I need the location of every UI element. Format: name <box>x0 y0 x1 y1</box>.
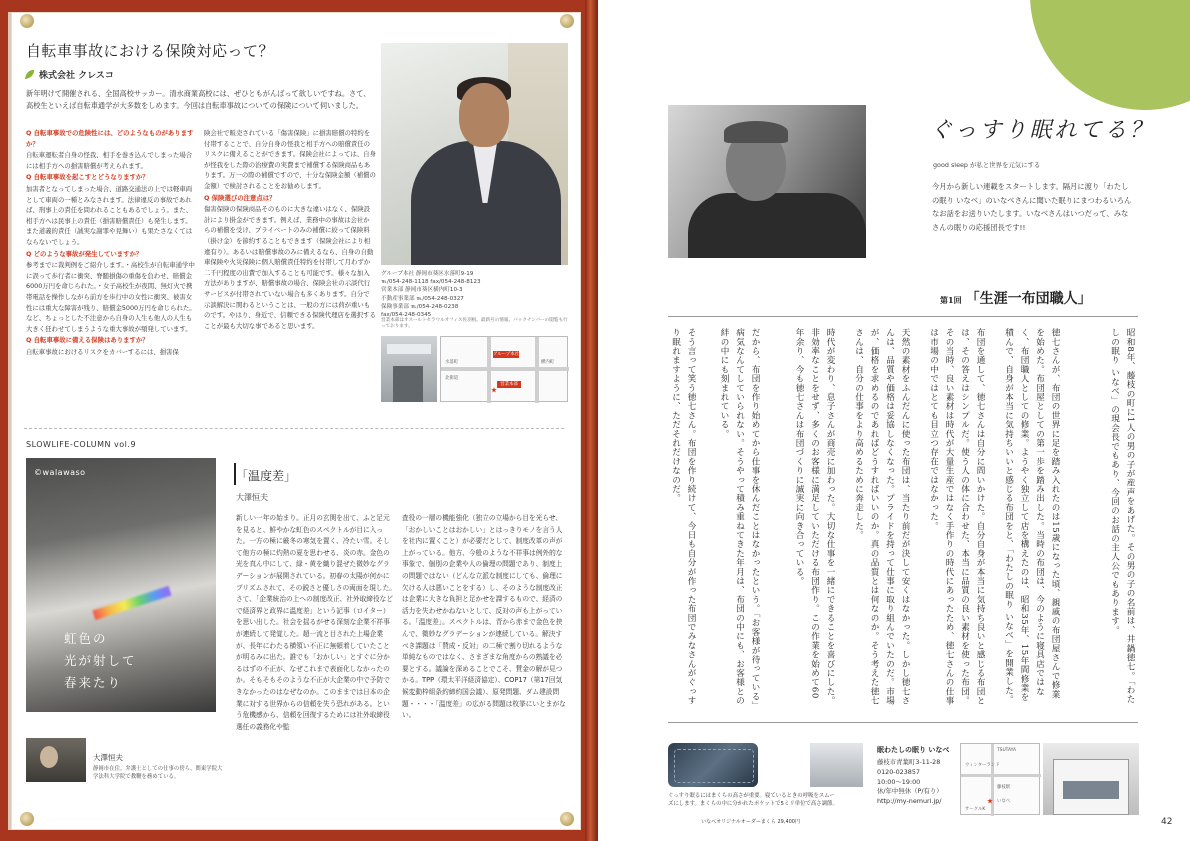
map-label: サークルK <box>965 807 986 812</box>
map-hq-label: グループ本社 <box>493 352 519 357</box>
caption-line: 虹色の <box>64 631 108 646</box>
vertical-text-column: そう言って笑う徳七さん。布団を作り続けて、今日も自分が作った布団でみなさんがぐっすり眠れますように、ただそれだけなのだ。 <box>670 328 696 706</box>
office-line: 不動産事業部 ℡/054-248-0327 <box>381 295 464 302</box>
essay-author: 大澤恒夫 <box>236 493 268 502</box>
vertical-text-column: 徳七さんが、布団の世界に足を踏み入れたのは15歳になった頃、親戚の布団屋さんで修業を始めた。布団屋としての第一歩を踏み出した。当時の布団は、今のように寝具店ではなく、布団職人としての修業。ようやく独立して店を構えたのは、昭和35年、15年間修業を積んで、自身が本当に気持ちいいと感じる布団をと、「わたしの眠り いなべ」を開業した。 <box>1003 328 1060 705</box>
shop-closed: 休/年中無休（P/有り） <box>877 787 943 796</box>
qa-question: Q 自転車事故を起こすとどうなりますか？ <box>26 173 149 182</box>
qa-answer: 自転車運転者自身の怪我、相手を巻き込んでしまった場合には相手方への損害賠償が考えられます。 <box>26 151 193 170</box>
shop-name: 眠わたしの眠り いなべ <box>877 746 950 754</box>
qa-column-1 <box>26 128 198 358</box>
bottom-rule <box>668 722 1138 723</box>
series-name: 「生涯一布団職人」 <box>965 291 1092 307</box>
section-divider <box>24 428 564 429</box>
photo-credit: ©walawaso <box>34 468 86 477</box>
essay-title: 「温度差」 <box>236 469 297 483</box>
column-label: SLOWLIFE-COLUMN vol.9 <box>26 440 137 449</box>
author-bio: 静岡市在住。弁護士としての仕事の傍ら、関東学院大学法科大学院で教鞭を務めている。 <box>93 766 223 780</box>
craftsman-photo <box>668 105 866 258</box>
office-line: ℡/054-248-1118 fax/054-248-8123 <box>381 279 481 286</box>
pillow-photo <box>668 743 758 787</box>
qa-column-2 <box>204 128 376 332</box>
photo-caption <box>64 628 137 694</box>
pin-icon <box>560 812 574 826</box>
caption-line: 光が射して <box>64 653 137 668</box>
map-label: 藤枝駅 <box>997 785 1011 790</box>
office-map <box>440 336 568 402</box>
article-title: 自転車事故における保険対応って？ <box>26 42 275 60</box>
map-label: いなべ <box>997 799 1011 804</box>
caption-line: 春来たり <box>64 675 123 690</box>
author-name: 大澤恒夫 <box>93 753 123 762</box>
rainbow-photo <box>26 458 216 712</box>
feature-intro: 今月から新しい連載をスタートします。隔月に渡り「わたしの眠り いなべ」のいなべさんに聞いた眠りにまつわるいろんなお話をお送りいたします。いなべさんはいつだって、みなさんの眠りの応援団長です!! <box>932 182 1132 232</box>
office-info <box>381 270 561 319</box>
vertical-text-column: だから、布団を作り始めてから仕事を休んだことはなかったという。「お客様が待っている」病気なんてしていられない。そうやって積み重ねてきた年月は、布団の中にも、お客様との絆の中にも刻まれている。 <box>719 328 760 706</box>
feature-subtitle: good sleep が私と世界を元気にする <box>933 161 1041 169</box>
map-label: ウィンターランド <box>965 763 1000 768</box>
company-name <box>24 68 114 81</box>
qa-question: Q どのような事故が発生していますか？ <box>26 249 143 258</box>
essay-column-1: 新しい一年の始まり。正月の玄関を出て、ふと足元を見ると、鮮やかな虹色のスペクトルが目に入った。一方の極に厳冬の寒気を置く、冷たい雪。そして他方の極に灼熱の夏を思わせる、炎の赤。金色の光を真ん中にして、緑・黄を織り混ぜた微妙なグラデーションが展開されている。初春の太陽が何かにプリズムされて、その鋭さと優しさの両面を現した。さて、「企業統治の上への制度改正、社外取締役などで経済界と政界に温度差」という記事（ロイター）を思い出した。社会を揺るがせる深刻な企業不祥事が連続して発覚した。超一流と目された上場企業が、長年にわたる横領い不正に無頓着していたことが明るみに出た。誰でも「おかしい」とすぐに分かるはずの不正が、なぜこれまで表面化しなかったのか。そもそもそのような不正が大企業の中で予防できなかったのはなぜなのか。このままでは日本の企業に対する世界からの信頼を失う恐れがある。という危機感から、信頼を回復するためには社外取締役選任の義務化や監 <box>236 514 396 731</box>
vertical-text-column: 時代が変わり、息子さんが商売に加わった。大切な仕事を一緒にできることを喜びにした。非効率なことをせず、多くのお客様に満足していただける布団作り。この作業を始めて60年余り、今も徳七さんは布団づくりに誠実に向き合っている。 <box>794 328 835 706</box>
qa-answer: 参考までに裁判例をご紹介します。・高校生が自転車通学中に誤って歩行者に衝突、脊髄損傷の重傷を負わせ、賠償金6000万円を命じられた。・女子高校生が夜間、無灯火で携帯電話を操作しながら前方を歩行中の女性に衝突、被害女性には重大な障害が残り、賠償金5000万円を命じられた。など、ちょっとした不注意から自身の人生も他人の人生も大きく狂わせてしまうような重大事故が頻発しています。 <box>26 261 196 333</box>
bedding-photo <box>810 743 863 787</box>
office-line: 保険事業部 ℡/054-248-0238 <box>381 303 459 310</box>
product-caption: いなべオリジナルオーダーまくら 29,400円 <box>701 819 800 825</box>
map-road-label: 北街道 <box>445 376 459 381</box>
shop-phone: 0120-023857 <box>877 767 920 776</box>
map-road-label: 横内町 <box>541 360 555 365</box>
author-photo <box>26 738 86 782</box>
pin-icon <box>560 14 574 28</box>
shop-url[interactable]: http://my-nemuri.jp/ <box>877 797 942 806</box>
vertical-text-column: 天然の素材をふんだんに使った布団は、当たり前だが決して安くはなかった。しかし徳七さんは、品質や価格は妥協しなくなった。プライドを持って仕事に取り組んでいたのだ。市場が、価格を求めるのであればどうすればいいのか。真の品質とは何なのか。そう考えた徳七さんは、自分の仕事をより高めるために奔走した。 <box>853 328 910 706</box>
product-note: ぐっすり眠るにはまくらの高さが重要。寝ているときの呼吸をスムーズにします。まくらの中に分かれたポケットで5ミリ単位で高さ調節。 <box>668 793 838 807</box>
pin-icon <box>20 14 34 28</box>
office-line: fax/054-248-0345 <box>381 312 432 319</box>
shop-hours: 10:00～19:00 <box>877 777 921 786</box>
office-line: 営業本部 静岡市葵区横内町10-3 <box>381 287 463 294</box>
office-photo <box>381 336 437 402</box>
qa-answer: 加害者となってしまった場合、道路交通法の上では軽車両として車両の一種とみなされます。法律違反の事故であれば、刑事上の責任を問われることもあるでしょう。また、相手方へは民事上の責任（損害賠償責任）も発生します。また道義的責任（誠実な謝罪や見舞い）も果たさなくてはならないでしょう。 <box>26 184 193 246</box>
leaf-icon <box>24 69 35 80</box>
map-label: TSUTAYA <box>997 748 1017 753</box>
vertical-text-column: 昭和8年、藤枝の町に1人の男の子が産声をあげた。その男の子の名前は、井鍋徳七。「わたしの眠り いなべ」の現会長でもあり、今回のお話の主人公でもあります。 <box>1109 328 1135 704</box>
office-note: 営業本部はオスールトセラウルオフィス佐羽根。最新号の情報。バックナンバーの閲覧も行っております。 <box>381 318 568 330</box>
portrait-photo <box>381 43 568 265</box>
qa-answer: 自転車事故におけるリスクをカバーするには、損害保 <box>26 347 179 356</box>
qa-question: Q 保険選びの注意点は？ <box>204 193 276 202</box>
series-title <box>940 288 1092 308</box>
qa-question: Q 自転車事故に備える保険はありますか？ <box>26 336 149 345</box>
qa-answer: 傷害保険の保険商品そのものに大きな違いはなく、保険設計により掛金ができます。例えば、業務中の事故は会社からの補償を受け、プライベートのみの補償に絞って保険料（掛け金）を節約することもできます（保険会社により相違有り）。あるいは賠償事故のみに備えるなら、自身の自動車保険や火災保険に個人賠償責任特約を付帯して月わずか二千円程度の出費で加入することも可能です。様々な加入方法がありますが、賠償事故の場合、保険会社の示談代行サービスが付帯されていない場合も多くあります。自分で示談解決に関わるということは、一般の方には荷が重いものです。やはり、身近で、信頼できる保険代理店を選択することが最も大切な事であると思います。 <box>204 205 376 330</box>
pin-icon <box>20 812 34 826</box>
storefront-photo <box>1043 743 1139 815</box>
page-number: 42 <box>1161 817 1173 827</box>
qa-answer: 険会社で販売されている「傷害保険」に損害賠償の特約を付帯することで、自分自身の怪我と相手方への賠償責任のリスクに備えることができます。保険会社によっては、自身が怪我をした際の治療費の実費まで補償する保険商品もあります。万一の際の補償ですので、十分な保険金額（補償の金額）で検討されることをお勧めします。 <box>204 129 376 190</box>
feature-title: ぐっすり眠れてる？ <box>930 118 1155 143</box>
article-intro: 新年明けて開催される、全国高校サッカー。清水商業高校には、ぜひともがんばって欲しいですね。さて、高校生といえば自転車通学が大多数をしめます。今回は自転車事故についての保険について伺いました。 <box>26 89 371 110</box>
map-road-label: 水落町 <box>445 360 459 365</box>
qa-question: Q 自転車事故での危険性には、どのようなものがありますか？ <box>26 129 194 148</box>
decorative-green-circle <box>1030 0 1190 110</box>
title-rule <box>668 316 1138 317</box>
shop-address: 藤枝市青葉町3-11-28 <box>877 758 941 766</box>
office-line: グループ本社 静岡市葵区水落町9-19 <box>381 271 474 277</box>
shop-map <box>960 743 1040 815</box>
map-sales-label: 営業本部 <box>497 381 521 388</box>
series-number: 第1回 <box>940 295 962 305</box>
binder-spine-edge <box>585 0 598 841</box>
essay-column-2: 査役の一層の機能強化（独立の立場から目を光らせ、「おかしいことはおかしい」とはっきりモノを言う人を社内に置くこと）が必要だとして、制度改革の声が上がっている。他方、今般のような不祥事は例外的な事象で、個別の企業や人の倫理の問題であり、制度上の問題ではない（どんな立派な制度にしても、倫理に欠ける人は悪いことをする）し、そのような制度改正は企業に大きな負担と足かせを課するもので、経済の活力を失わせかねないとして、反対の声も上がっている。「温度差」。スペクトルは、青から赤まで金色を挟んで、微妙なグラデーションが連続している。解決すべき課題は「賛成・反対」の二極で割り切れるような単純なものではなく、さまざまな角度からの熟議を必要とする。議論を深めることでこそ、賛金の解が見つかる。TPP（環太平洋経済協定）、COP17（第17回気候変動枠組条約締約国会議）、原発問題、ダム建設問題・・・・「温度差」の広がる問題は枚挙にいとまがない。 <box>402 514 566 720</box>
vertical-text-column: 布団を通して、徳七さんは自分に問いかけた。自分自身が本当に気持ち良いと感じる布団とは、その答えはシンプルだ。使う人の体に合わせた、本当に品質の良い素材を使った布団。その当時、良い素材は時代が大量生産ではなく手作りの時代にあったため、徳七さんの仕事は市場の中ではとても目立つ存在ではなかった。 <box>928 328 985 706</box>
company-label: 株式会社 クレスコ <box>39 71 114 81</box>
